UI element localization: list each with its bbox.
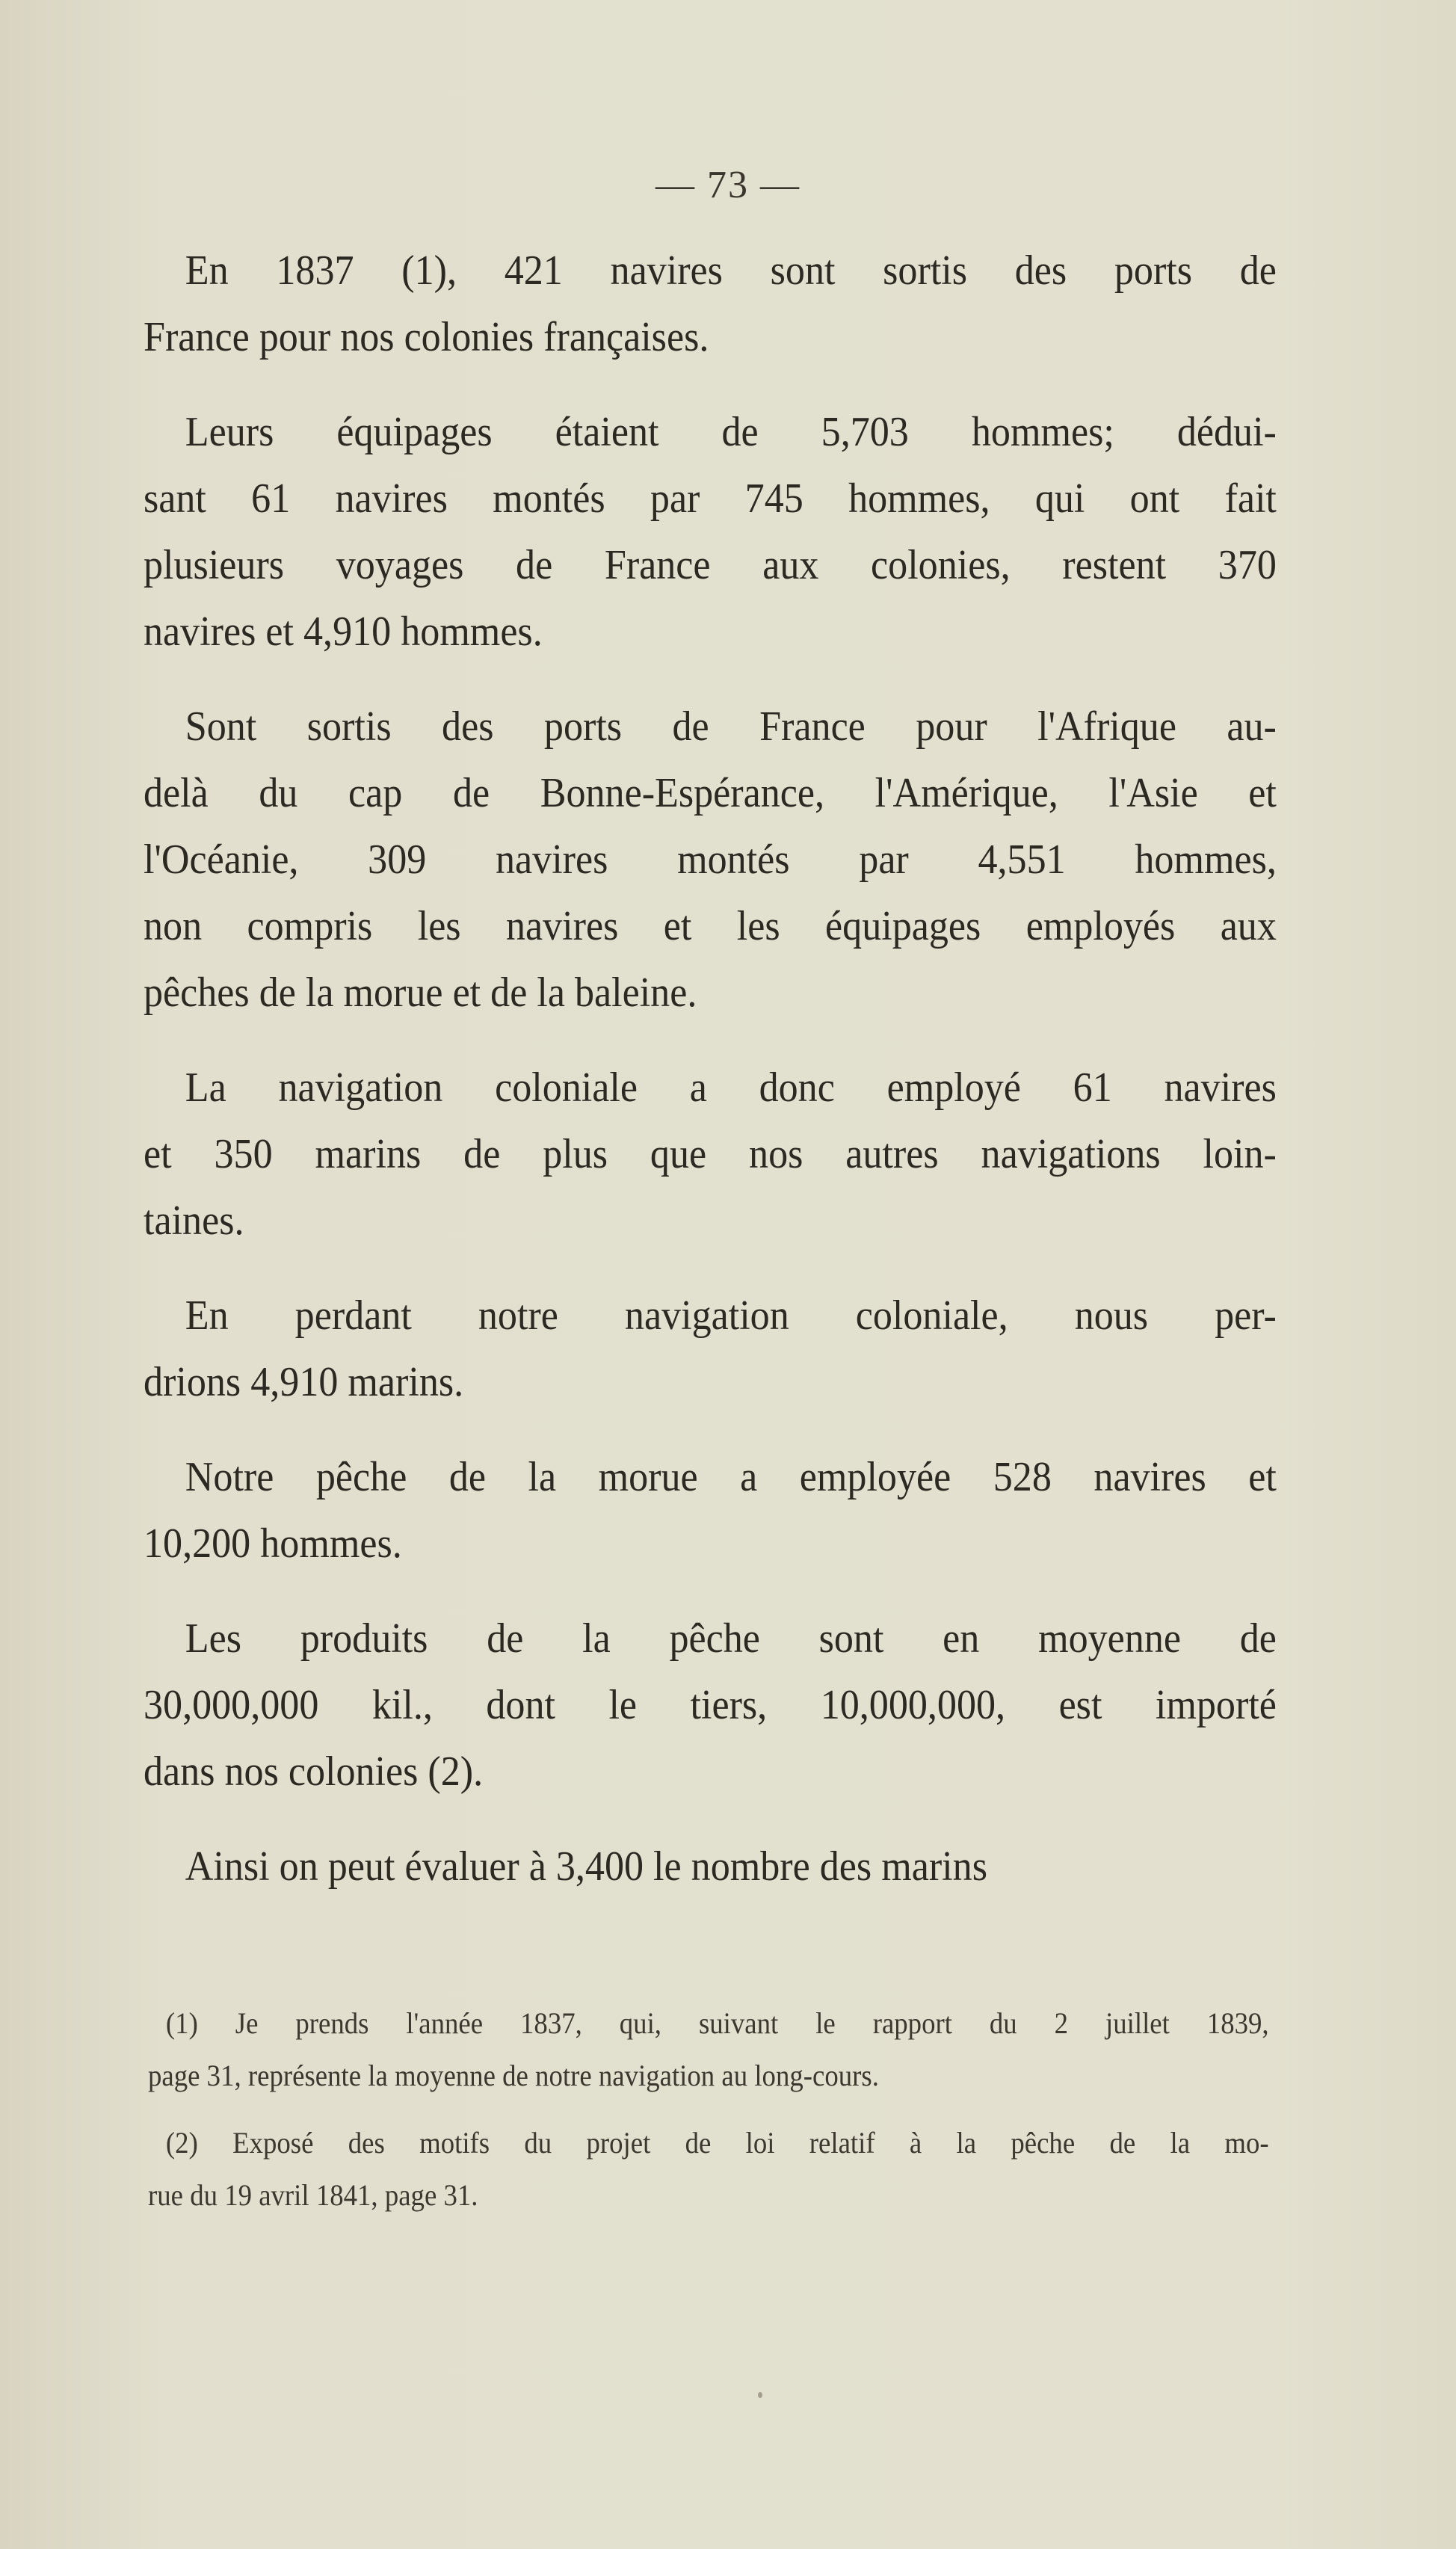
text-line: Ainsi on peut évaluer à 3,400 le nombre des marins bbox=[185, 1843, 987, 1890]
paragraph-sailor-estimate bbox=[144, 1834, 1277, 1900]
text-line: Les produits de la pêche sont en moyenne de bbox=[185, 1615, 1277, 1662]
text-line: taines. bbox=[144, 1198, 244, 1244]
text-line: Sont sortis des ports de France pour l'Afrique au- bbox=[185, 703, 1277, 750]
paragraph-colonial-navigation bbox=[144, 1055, 1277, 1254]
paragraph-other-destinations bbox=[144, 694, 1277, 1026]
text-line: drions 4,910 marins. bbox=[144, 1359, 464, 1405]
paragraph-1837-departures bbox=[144, 238, 1277, 371]
text-line: plusieurs voyages de France aux colonies, restent 370 bbox=[144, 542, 1277, 588]
ink-speck bbox=[758, 2392, 762, 2398]
text-line: En perdant notre navigation coloniale, nous per- bbox=[185, 1292, 1277, 1339]
text-line: La navigation coloniale a donc employé 61 navires bbox=[185, 1064, 1277, 1111]
text-line: France pour nos colonies françaises. bbox=[144, 314, 709, 360]
footnote-1 bbox=[148, 1997, 1269, 2102]
footnote-line: (1) Je prends l'année 1837, qui, suivant le rapport du 2 juillet 1839, bbox=[165, 2006, 1269, 2040]
paragraph-fishery-products bbox=[144, 1606, 1277, 1805]
text-line: 30,000,000 kil., dont le tiers, 10,000,000, est importé bbox=[144, 1682, 1277, 1728]
footnotes bbox=[148, 1997, 1269, 2237]
text-line: Leurs équipages étaient de 5,703 hommes; dédui- bbox=[185, 409, 1277, 455]
text-line: l'Océanie, 309 navires montés par 4,551 hommes, bbox=[144, 836, 1277, 883]
text-line: non compris les navires et les équipages employés aux bbox=[144, 903, 1277, 949]
text-line: dans nos colonies (2). bbox=[144, 1748, 484, 1795]
paragraph-crews bbox=[144, 399, 1277, 665]
text-line: Notre pêche de la morue a employée 528 navires et bbox=[185, 1454, 1277, 1500]
text-line: delà du cap de Bonne-Espérance, l'Amérique, l'Asie et bbox=[144, 770, 1277, 816]
footnote-line: page 31, représente la moyenne de notre navigation au long-cours. bbox=[148, 2059, 879, 2092]
text-line: sant 61 navires montés par 745 hommes, qui ont fait bbox=[144, 475, 1277, 522]
text-line: En 1837 (1), 421 navires sont sortis des ports de bbox=[185, 247, 1277, 294]
text-line: pêches de la morue et de la baleine. bbox=[144, 970, 697, 1016]
paragraph-cod-fishery bbox=[144, 1444, 1277, 1577]
footnote-line: (2) Exposé des motifs du projet de loi relatif à la pêche de la mo- bbox=[165, 2126, 1269, 2160]
footnote-2 bbox=[148, 2117, 1269, 2222]
body-text bbox=[144, 238, 1277, 1929]
text-line: navires et 4,910 hommes. bbox=[144, 608, 543, 655]
text-line: 10,200 hommes. bbox=[144, 1520, 402, 1567]
page-number: — 73 — bbox=[655, 164, 801, 206]
text-line: et 350 marins de plus que nos autres navigations loin- bbox=[144, 1131, 1277, 1177]
paragraph-losing-navigation bbox=[144, 1283, 1277, 1416]
footnote-line: rue du 19 avril 1841, page 31. bbox=[148, 2178, 478, 2212]
